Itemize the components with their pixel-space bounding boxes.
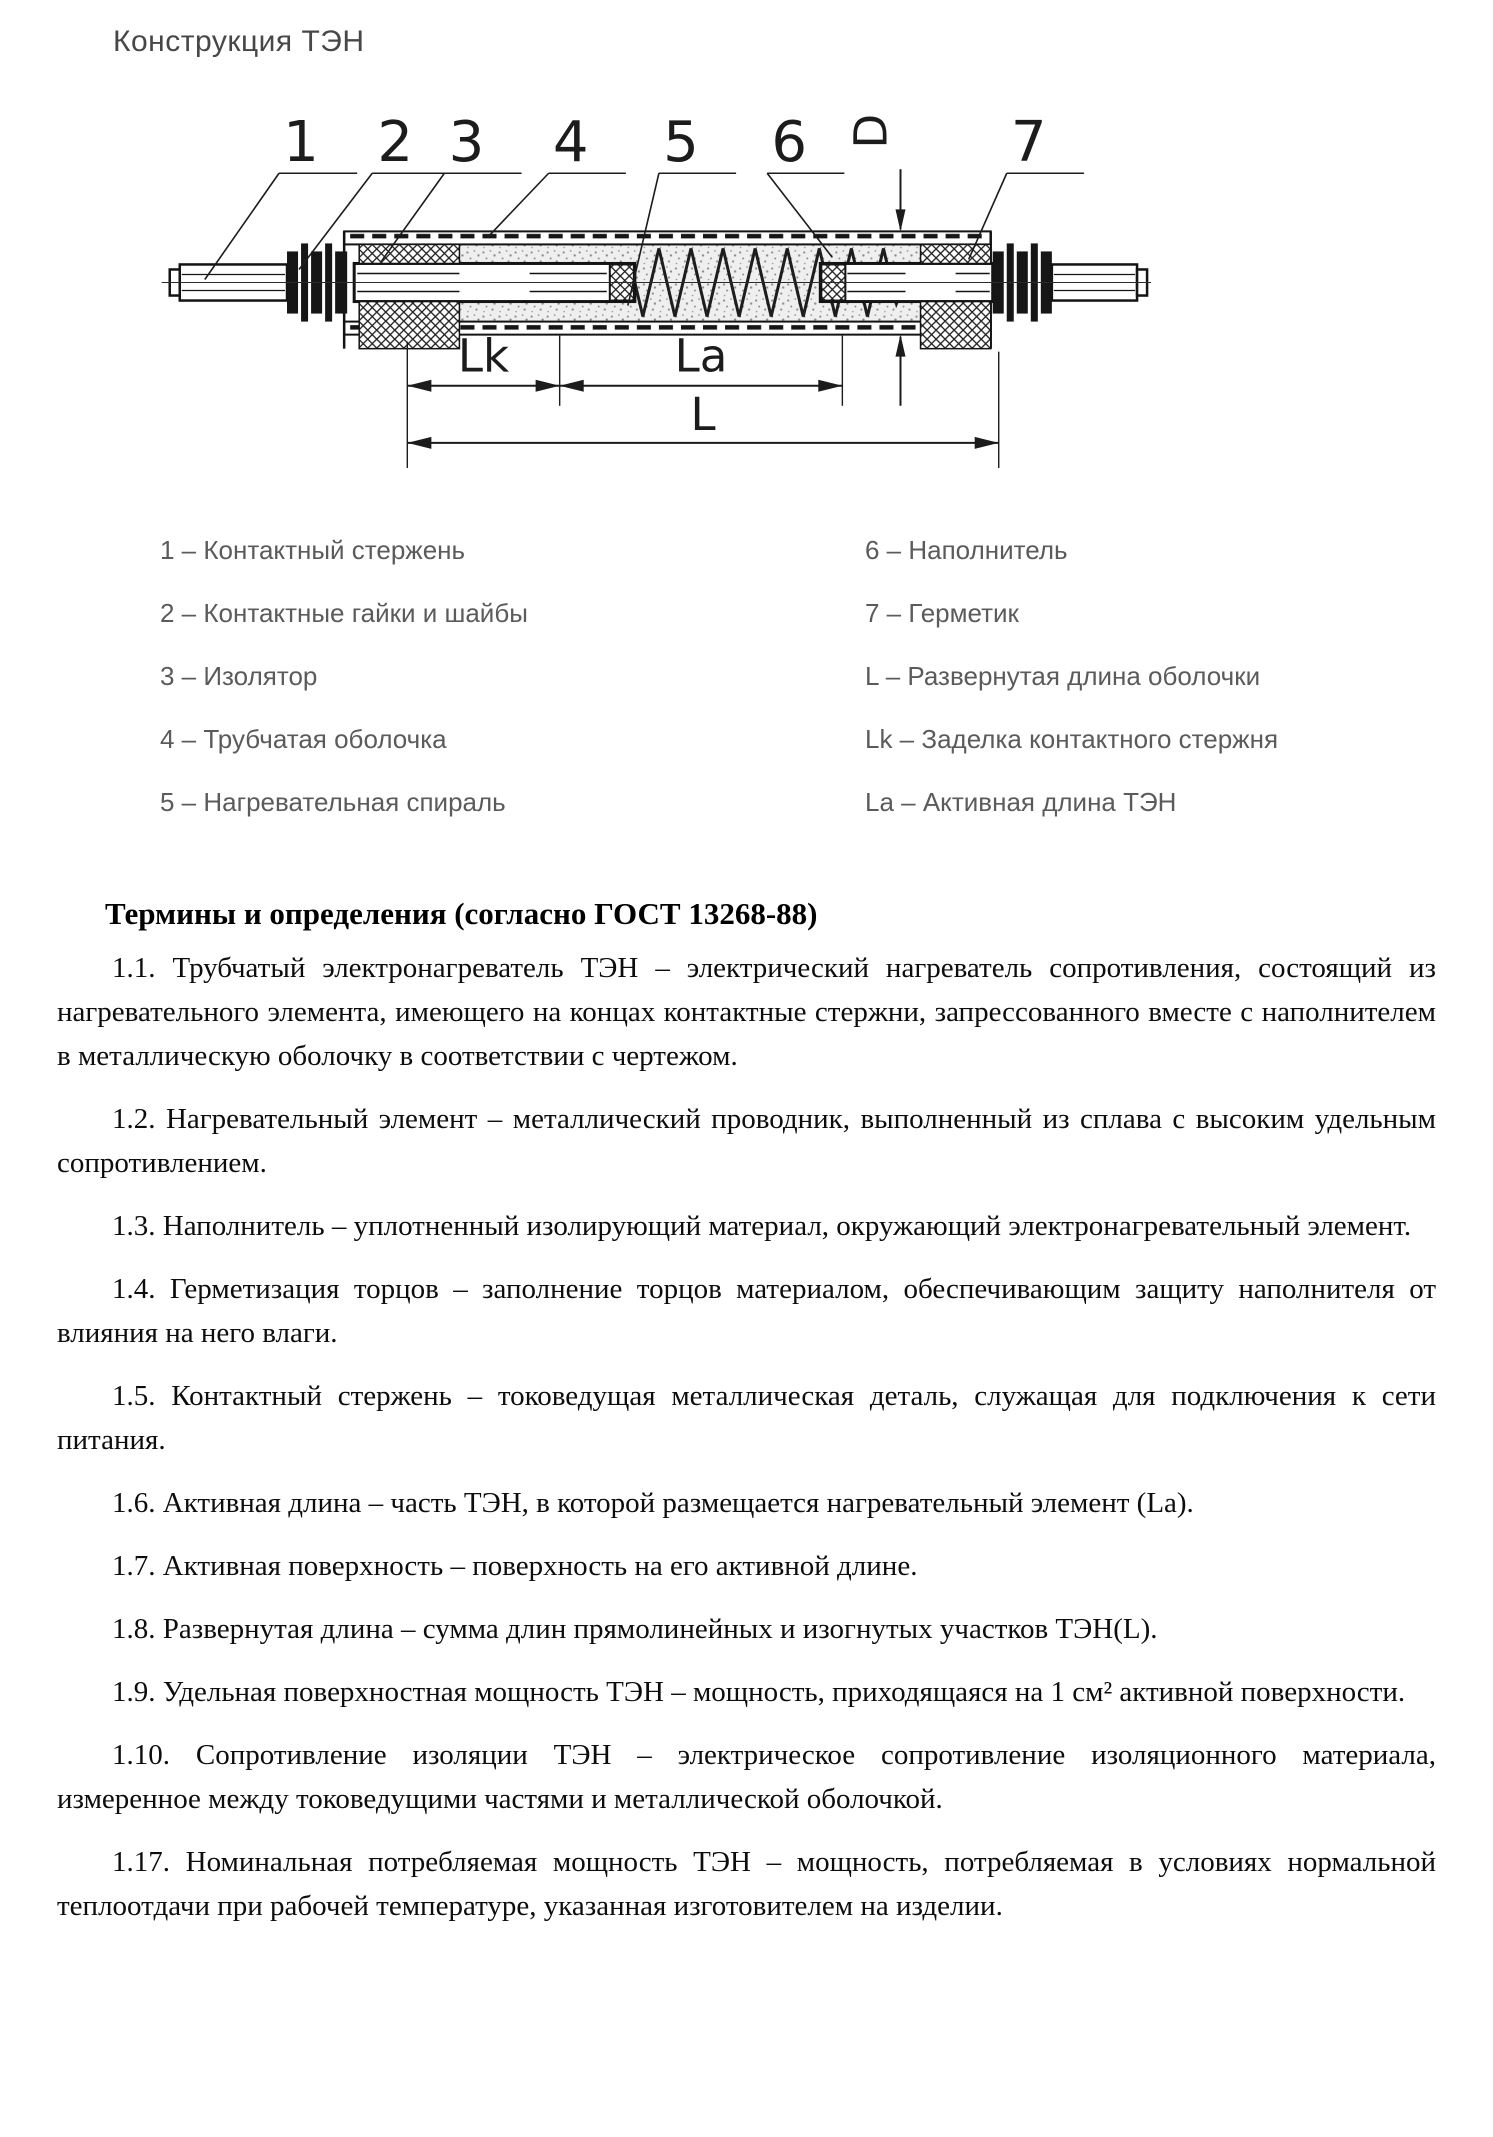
- term-paragraph-1-8: 1.8. Развернутая длина – сумма длин прямолинейных и изогнутых участков ТЭН(L).: [112, 1613, 1158, 1645]
- term-paragraph-1-5: 1.5. Контактный стержень – токоведущая металлическая деталь, служащая для подключения к сети питания.: [57, 1380, 1436, 1456]
- legend-item: L – Развернутая длина оболочки: [865, 661, 1261, 691]
- term-paragraph-1-2: 1.2. Нагревательный элемент – металлический проводник, выполненный из сплава с высоким удельным сопротивлением.: [57, 1103, 1436, 1179]
- part-label-1: 1: [283, 110, 319, 176]
- term-paragraph-1-7: 1.7. Активная поверхность – поверхность на его активной длине.: [112, 1550, 918, 1582]
- term-paragraph-1-10: 1.10. Сопротивление изоляции ТЭН – электрическое сопротивление изоляционного материала, измеренное между токоведущими частями и металлической оболочкой.: [57, 1739, 1436, 1815]
- dim-label-la: La: [674, 329, 728, 383]
- part-label-7: 7: [1010, 110, 1047, 176]
- legend-column-right: [865, 535, 1278, 850]
- dim-label-lk: Lk: [457, 329, 510, 383]
- part-label-4: 4: [552, 110, 589, 176]
- document-page: [0, 25, 1493, 2137]
- legend-item: 1 – Контактный стержень: [160, 535, 466, 565]
- legend-item: 7 – Герметик: [865, 598, 1019, 628]
- term-paragraph-1-9: 1.9. Удельная поверхностная мощность ТЭН – мощность, приходящаяся на 1 см² активной поверхности.: [112, 1676, 1406, 1708]
- dim-label-l: L: [690, 387, 716, 441]
- part-label-3: 3: [448, 110, 485, 176]
- term-paragraph-1-17: 1.17. Номинальная потребляемая мощность ТЭН – мощность, потребляемая в условиях нормальной теплоотдачи при рабочей температуре, указанная изготовителем на изделии.: [57, 1846, 1436, 1922]
- legend-column-left: [160, 535, 865, 850]
- term-paragraph-1-4: 1.4. Герметизация торцов – заполнение торцов материалом, обеспечивающим защиту наполнителя от влияния на него влаги.: [57, 1273, 1436, 1349]
- heater-cross-section-drawing: [128, 73, 1262, 489]
- legend-item: Lk – Заделка контактного стержня: [865, 724, 1279, 754]
- dimension-la: [560, 330, 843, 392]
- term-paragraph-1-6: 1.6. Активная длина – часть ТЭН, в которой размещается нагревательный элемент (La).: [112, 1487, 1194, 1519]
- legend-item: 6 – Наполнитель: [865, 535, 1068, 565]
- page-title: Конструкция ТЭН: [113, 25, 365, 58]
- dim-label-d: D: [844, 113, 898, 149]
- tube-wall-top: [344, 231, 991, 244]
- legend-item: 2 – Контактные гайки и шайбы: [160, 598, 528, 628]
- term-paragraph-1-3: 1.3. Наполнитель – уплотненный изолирующий материал, окружающий электронагревательный элемент.: [112, 1210, 1412, 1242]
- legend-item: 5 – Нагревательная спираль: [160, 787, 506, 817]
- terms-heading: Термины и определения (согласно ГОСТ 13268-88): [105, 896, 818, 931]
- ten-construction-diagram: [128, 73, 1262, 489]
- diagram-legend: [160, 535, 1493, 850]
- legend-item: 3 – Изолятор: [160, 661, 318, 691]
- part-label-5: 5: [663, 110, 699, 176]
- dimension-l: [407, 388, 998, 449]
- term-paragraph-1-1: 1.1. Трубчатый электронагреватель ТЭН – электрический нагреватель сопротивления, состоящий из нагревательного элемента, имеющего на концах контактные стержни, запрессованного вместе с наполнителем в металлическую оболочку в соответствии с чертежом.: [57, 952, 1436, 1072]
- legend-item: 4 – Трубчатая оболочка: [160, 724, 447, 754]
- part-label-6: 6: [771, 110, 808, 176]
- terms-section: [57, 896, 1436, 1928]
- legend-item: La – Активная длина ТЭН: [865, 787, 1177, 817]
- part-label-2: 2: [377, 110, 414, 176]
